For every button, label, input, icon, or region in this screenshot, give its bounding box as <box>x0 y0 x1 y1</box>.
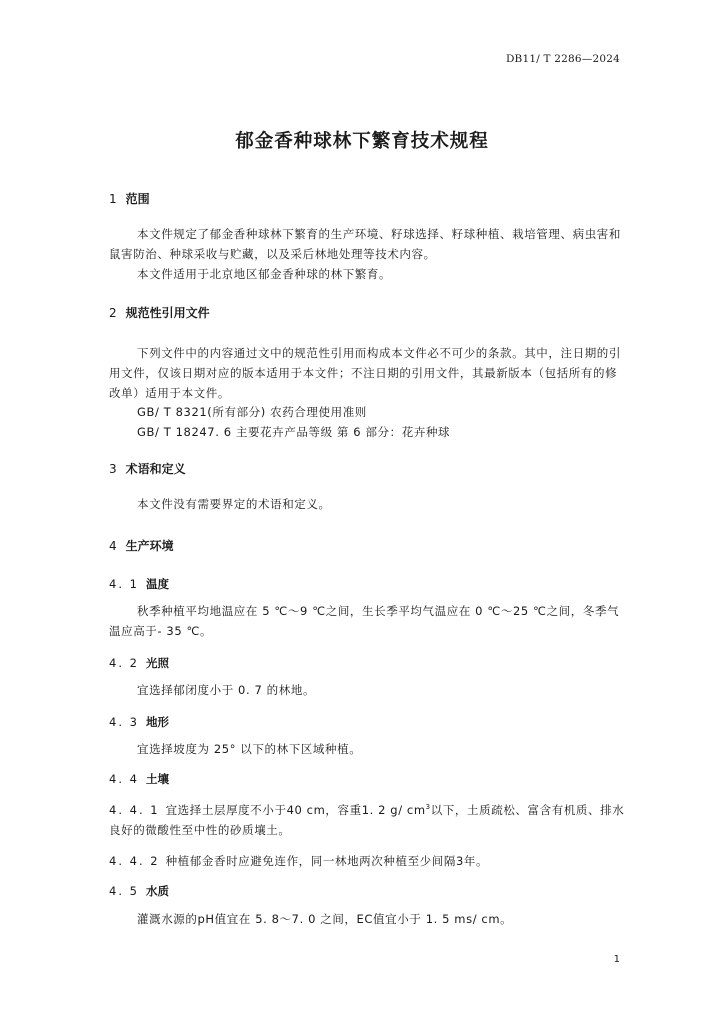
subsection-4-5-paragraph: 灌溉水源的pH值宜在 5. 8～7. 0 之间，EC值宜小于 1. 5 ms/ cm。 <box>137 912 513 926</box>
section-title: 术语和定义 <box>125 462 186 476</box>
subsection-number: 4. 1 <box>109 577 139 591</box>
subsection-number: 4. 3 <box>109 715 139 729</box>
document-title: 郁金香种球林下繁育技术规程 <box>235 131 489 152</box>
clause-number: 4. 4. 1 <box>109 802 160 817</box>
clause-4-4-1 <box>109 797 629 840</box>
superscript-3: 3 <box>425 803 431 811</box>
subsection-4-1-heading <box>109 576 169 592</box>
normative-reference-2: GB/ T 18247. 6 主要花卉产品等级 第 6 部分：花卉种球 <box>137 425 451 439</box>
clause-4-4-2 <box>109 851 629 871</box>
subsection-4-5-heading <box>109 883 169 899</box>
subsection-title: 光照 <box>145 656 169 670</box>
subsection-4-3-paragraph: 宜选择坡度为 25° 以下的林下区域种植。 <box>137 742 362 756</box>
section-title: 生产环境 <box>125 539 174 553</box>
subsection-4-3-heading <box>109 714 169 730</box>
subsection-4-1-paragraph: 秋季种植平均地温应在 5 ℃～9 ℃之间，生长季平均气温应在 0 ℃～25 ℃之间，冬季气温应高于- 35 ℃。 <box>109 604 620 638</box>
subsection-number: 4. 5 <box>109 884 139 898</box>
page-number: 1 <box>613 954 620 965</box>
subsection-4-2-heading <box>109 655 169 671</box>
subsection-4-2-paragraph: 宜选择郁闭度小于 0. 7 的林地。 <box>137 683 316 697</box>
subsection-title: 温度 <box>145 577 169 591</box>
subsection-title: 土壤 <box>145 772 169 786</box>
standard-code: DB11/ T 2286—2024 <box>505 53 620 65</box>
section-4-heading <box>109 537 174 554</box>
normative-reference-1: GB/ T 8321(所有部分) 农药合理使用准则 <box>137 405 367 419</box>
clause-number: 4. 4. 2 <box>109 854 160 868</box>
section-number: 3 <box>109 462 117 476</box>
section-1-paragraph-2: 本文件适用于北京地区郁金香种球的林下繁育。 <box>137 267 392 281</box>
section-1-heading <box>109 190 150 207</box>
subsection-number: 4. 4 <box>109 772 139 786</box>
clause-text: 种植郁金香时应避免连作，同一林地两次种植至少间隔3年。 <box>165 854 489 868</box>
section-title: 规范性引用文件 <box>125 306 210 320</box>
section-number: 4 <box>109 539 117 553</box>
subsection-title: 水质 <box>145 884 169 898</box>
clause-text-part-2: 以下，土质疏松、富含有机质、排水良好的微酸性至中性的砂质壤土。 <box>109 802 625 837</box>
section-2-paragraph-1: 下列文件中的内容通过文中的规范性引用而构成本文件必不可少的条款。其中，注日期的引用文件，仅该日期对应的版本适用于本文件；不注日期的引用文件，其最新版本（包括所有的修改单）适用于本文件。 <box>109 346 621 400</box>
section-2-heading <box>109 304 210 321</box>
clause-text-part-1: 宜选择土层厚度不小于40 cm，容重1. 2 g/ cm <box>165 802 426 817</box>
section-number: 1 <box>109 192 117 206</box>
subsection-title: 地形 <box>145 715 169 729</box>
section-title: 范围 <box>125 192 150 206</box>
section-3-heading <box>109 460 186 477</box>
section-3-paragraph-1: 本文件没有需要界定的术语和定义。 <box>137 497 331 511</box>
subsection-number: 4. 2 <box>109 656 139 670</box>
section-number: 2 <box>109 306 117 320</box>
section-1-paragraph-1: 本文件规定了郁金香种球林下繁育的生产环境、籽球选择、籽球种植、栽培管理、病虫害和鼠害防治、种球采收与贮藏，以及采后林地处理等技术内容。 <box>109 227 621 261</box>
subsection-4-4-heading <box>109 771 169 787</box>
